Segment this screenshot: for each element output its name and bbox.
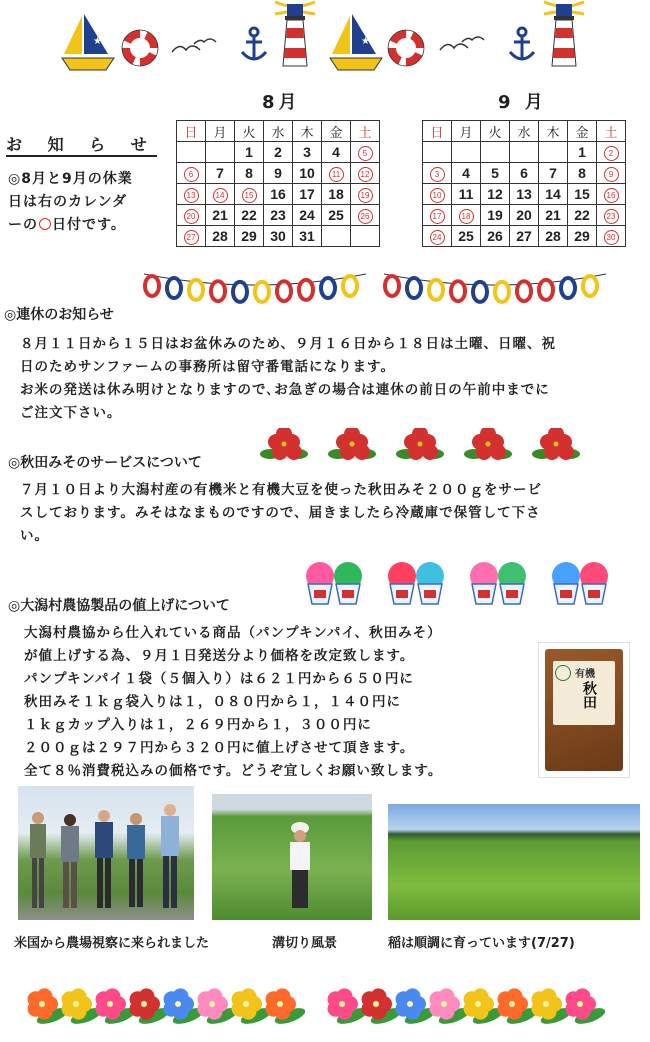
lantern-icon (473, 282, 487, 302)
lantern-icon (517, 281, 531, 301)
calendar-day (597, 184, 626, 205)
calendar-day: 12 (481, 184, 510, 205)
calendar-day: 30 (264, 226, 293, 247)
calendar-day: 20 (510, 205, 539, 226)
calendar-weekday-header: 日 (177, 121, 206, 142)
farmer-figure (290, 822, 310, 908)
calendar-day (423, 226, 452, 247)
calendar-day (351, 226, 380, 247)
lantern-icon (451, 281, 465, 301)
calendar-day: 15 (568, 184, 597, 205)
hibiscus-icon (532, 428, 580, 460)
lantern-icon (277, 281, 291, 301)
holiday-day-marker: 19 (358, 188, 373, 203)
calendar-day (597, 205, 626, 226)
calendar-day (351, 142, 380, 163)
calendar-day: 22 (568, 205, 597, 226)
calendar-day: 21 (206, 205, 235, 226)
calendar-day: 9 (264, 163, 293, 184)
calendar-day: 25 (452, 226, 481, 247)
calendar-day (423, 142, 452, 163)
calendar-day (510, 142, 539, 163)
calendar-weekday-header: 月 (452, 121, 481, 142)
photo-rice-field (388, 804, 640, 920)
lantern-icon (167, 278, 181, 298)
lantern-icon (429, 280, 443, 300)
miso-package-label: 有機 (575, 669, 595, 680)
hibiscus-icon (566, 988, 608, 1027)
calendar-day: 22 (235, 205, 264, 226)
lifebuoy-icon (388, 30, 424, 66)
calendar-august (176, 120, 380, 247)
miso-package-brand: 秋田 (581, 681, 597, 709)
calendar-weekday-header: 月 (206, 121, 235, 142)
calendar-day: 1 (568, 142, 597, 163)
holiday-day-marker: 14 (213, 188, 228, 203)
holiday-day-marker: 9 (604, 167, 619, 182)
hibiscus-row (256, 428, 606, 468)
price-section-title: ◎大潟村農協製品の値上げについて (8, 598, 230, 614)
calendar-day (351, 205, 380, 226)
lantern-icon (299, 280, 313, 300)
notice-title: お 知 ら せ (6, 132, 157, 157)
text-line: １ｋｇカップ入りは１，２６９円から１，３００円に (24, 717, 372, 733)
holiday-day-marker: 2 (604, 146, 619, 161)
calendar-day (481, 142, 510, 163)
notice-body (8, 168, 148, 237)
calendar-day (597, 142, 626, 163)
notice-line-post: 日付です。 (52, 217, 126, 233)
calendar-day: 10 (293, 163, 322, 184)
calendar-day (177, 142, 206, 163)
holiday-section-title: ◎連休のお知らせ (4, 307, 114, 323)
text-line: スしております。みそはなまものですので、届きましたら冷蔵庫で保管して下さ (20, 505, 541, 521)
holiday-day-marker: 20 (184, 209, 199, 224)
organic-seal-icon (555, 665, 571, 681)
calendar-day: 14 (539, 184, 568, 205)
calendar-august-title: 8月 (262, 92, 301, 113)
calendar-day (206, 142, 235, 163)
lantern-icon (343, 276, 357, 296)
calendar-day: 8 (235, 163, 264, 184)
lighthouse-icon (275, 2, 315, 66)
text-line: ７月１０日より大潟村産の有機米と有機大豆を使った秋田みそ２００ｇをサービ (20, 482, 542, 498)
calendar-day: 24 (293, 205, 322, 226)
holiday-day-marker: 11 (329, 167, 344, 182)
notice-line-pre: ーの (8, 217, 38, 233)
holiday-day-marker: 10 (430, 188, 445, 203)
shaved-ice-icon (388, 562, 444, 604)
holiday-day-marker: 17 (430, 209, 445, 224)
seagulls-icon (172, 39, 216, 52)
text-line: 日のためサンファームの事務所は留守番電話になります。 (20, 359, 395, 375)
calendar-day (423, 205, 452, 226)
text-line: い。 (20, 528, 49, 544)
text-line: ２００ｇは２９７円から３２０円に値上げさせて頂きます。 (24, 740, 415, 756)
hibiscus-icon (266, 988, 308, 1027)
calendar-day: 13 (510, 184, 539, 205)
text-line: ご注文下さい。 (20, 405, 122, 421)
calendar-day: 26 (481, 226, 510, 247)
calendar-day (177, 226, 206, 247)
calendar-day (177, 163, 206, 184)
miso-package-photo (538, 642, 630, 778)
lantern-icon (385, 276, 399, 296)
calendar-day: 2 (264, 142, 293, 163)
lantern-icon (189, 280, 203, 300)
shaved-ice-icon (552, 562, 608, 604)
holiday-section-body (20, 333, 640, 425)
holiday-day-marker: 26 (358, 209, 373, 224)
lantern-icon (407, 278, 421, 298)
calendar-day (423, 184, 452, 205)
calendar-day: 17 (293, 184, 322, 205)
text-line: お米の発送は休み明けとなりますので､お急ぎの場合は連休の前日の午前中までに (20, 382, 550, 398)
anchor-icon (242, 28, 266, 60)
text-line: 全て８％消費税込みの価格です。どうぞ宜しくお願い致します。 (24, 763, 443, 779)
calendar-day: 6 (510, 163, 539, 184)
holiday-day-marker: 27 (184, 230, 199, 245)
sailboat-icon (330, 14, 382, 70)
lantern-icon (145, 276, 159, 296)
visitor-figures (30, 804, 179, 908)
calendar-weekday-header: 木 (293, 121, 322, 142)
calendar-weekday-header: 土 (351, 121, 380, 142)
calendar-day (206, 184, 235, 205)
lantern-icon (561, 278, 575, 298)
calendar-day: 11 (452, 184, 481, 205)
text-line: が値上げする為、９月１日発送分より価格を改定致します。 (24, 648, 415, 664)
calendar-day: 27 (510, 226, 539, 247)
anchor-icon (510, 28, 534, 60)
hibiscus-icon (328, 428, 376, 460)
text-line: パンプキンパイ１袋（５個入り）は６２１円から６５０円に (24, 671, 414, 687)
calendar-september (422, 120, 626, 247)
price-section-body (24, 622, 544, 783)
text-line: 秋田みそ１ｋｇ袋入りは１，０８０円から１，１４０円に (24, 694, 401, 710)
lantern-icon (321, 278, 335, 298)
seagulls-icon (440, 37, 484, 50)
text-line: 大潟村農協から仕入れている商品（パンプキンパイ、秋田みそ） (24, 625, 442, 641)
calendar-day (423, 163, 452, 184)
hibiscus-icon (396, 428, 444, 460)
calendar-day: 18 (322, 184, 351, 205)
holiday-day-marker: 12 (358, 167, 373, 182)
calendar-day (177, 205, 206, 226)
calendar-day: 23 (264, 205, 293, 226)
svg-text:★: ★ (93, 36, 102, 47)
calendar-day (452, 142, 481, 163)
hibiscus-icon (464, 428, 512, 460)
svg-text:★: ★ (361, 36, 370, 47)
shaved-ice-icon (470, 562, 526, 604)
red-circle-icon (39, 218, 51, 230)
lantern-icon (539, 280, 553, 300)
miso-section-body (20, 479, 640, 548)
calendar-weekday-header: 土 (597, 121, 626, 142)
shaved-ice-row (300, 552, 630, 608)
notice-line (8, 214, 148, 237)
calendar-day (322, 163, 351, 184)
calendar-weekday-header: 金 (568, 121, 597, 142)
calendar-day: 25 (322, 205, 351, 226)
lifebuoy-icon (122, 30, 158, 66)
calendar-day: 19 (481, 205, 510, 226)
calendar-day (539, 142, 568, 163)
calendar-weekday-header: 水 (264, 121, 293, 142)
calendar-day: 7 (206, 163, 235, 184)
calendar-day (351, 163, 380, 184)
lantern-garland (140, 266, 610, 324)
calendar-weekday-header: 日 (423, 121, 452, 142)
notice-line: 日は右のカレンダ (8, 194, 128, 210)
calendar-day (597, 163, 626, 184)
holiday-day-marker: 3 (430, 167, 445, 182)
flower-border-bottom (24, 976, 624, 1036)
calendar-day: 31 (293, 226, 322, 247)
calendar-day: 28 (539, 226, 568, 247)
calendar-weekday-header: 金 (322, 121, 351, 142)
calendar-day: 28 (206, 226, 235, 247)
lantern-icon (233, 282, 247, 302)
holiday-day-marker: 24 (430, 230, 445, 245)
calendar-day (597, 226, 626, 247)
calendar-weekday-header: 木 (539, 121, 568, 142)
holiday-day-marker: 23 (604, 209, 619, 224)
calendar-day (235, 184, 264, 205)
calendar-day (177, 184, 206, 205)
photo-caption: 稲は順調に育っています(7/27) (388, 936, 575, 951)
calendar-day: 4 (322, 142, 351, 163)
calendar-day: 29 (235, 226, 264, 247)
calendar-weekday-header: 火 (235, 121, 264, 142)
lantern-icon (583, 276, 597, 296)
calendar-day (351, 184, 380, 205)
calendar-day: 3 (293, 142, 322, 163)
photo-farm-visitors (18, 786, 194, 920)
holiday-day-marker: 6 (184, 167, 199, 182)
text-line: ８月１１日から１５日はお盆休みのため、９月１６日から１８日は土曜、日曜、祝 (20, 336, 556, 352)
lantern-icon (495, 282, 509, 302)
hibiscus-icon (260, 428, 308, 460)
holiday-day-marker: 15 (242, 188, 257, 203)
photo-ditch-cutting (212, 794, 372, 920)
calendar-day: 5 (481, 163, 510, 184)
calendar-day: 29 (568, 226, 597, 247)
sailboat-icon (62, 14, 114, 70)
calendar-day: 16 (264, 184, 293, 205)
holiday-day-marker: 16 (604, 188, 619, 203)
shaved-ice-icon (306, 562, 362, 604)
notice-line: ◎8月と9月の休業 (8, 171, 133, 187)
miso-section-title: ◎秋田みそのサービスについて (8, 455, 202, 471)
calendar-day (452, 205, 481, 226)
calendar-weekday-header: 水 (510, 121, 539, 142)
calendar-september-title: 9 月 (498, 92, 547, 113)
photo-caption: 米国から農場視察に来られました (14, 936, 210, 951)
calendar-day: 7 (539, 163, 568, 184)
lantern-icon (211, 281, 225, 301)
holiday-day-marker: 13 (184, 188, 199, 203)
holiday-day-marker: 5 (358, 146, 373, 161)
header-decoration (0, 0, 650, 78)
calendar-day (322, 226, 351, 247)
lantern-icon (255, 282, 269, 302)
calendar-day: 1 (235, 142, 264, 163)
calendar-day: 4 (452, 163, 481, 184)
holiday-day-marker: 18 (459, 209, 474, 224)
holiday-day-marker: 30 (604, 230, 619, 245)
calendar-day: 8 (568, 163, 597, 184)
calendar-day: 21 (539, 205, 568, 226)
photo-caption: 溝切り風景 (272, 936, 338, 951)
calendar-weekday-header: 火 (481, 121, 510, 142)
lighthouse-icon (544, 2, 584, 66)
